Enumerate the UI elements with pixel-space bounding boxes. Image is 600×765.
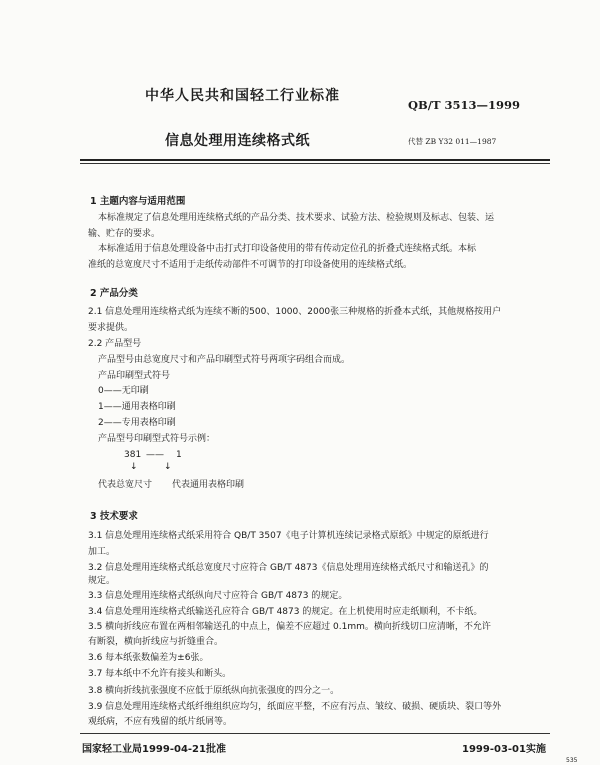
clause-2-1-line-2: 要求提供。 bbox=[88, 323, 134, 333]
header-rule-thick bbox=[80, 159, 550, 161]
clause-3-1-line-1: 3.1 信息处理用连续格式纸采用符合 QB/T 3507《电子计算机连续记录格式原纸》中规定的原纸进行 bbox=[88, 531, 489, 541]
clause-3-2-line-2: 规定。 bbox=[88, 576, 116, 586]
clause-3-1-line-2: 加工。 bbox=[88, 547, 116, 557]
clause-2-1-line-1: 2.1 信息处理用连续格式纸为连续不断的500、1000、2000张三种规格的折叠本式纸，其他规格按用户 bbox=[88, 307, 502, 317]
standard-category-title: 中华人民共和国轻工行业标准 bbox=[145, 88, 340, 104]
clause-3-2-line-1: 3.2 信息处理用连续格式纸总宽度尺寸应符合 GB/T 4873《信息处理用连续格式纸尺寸和输送孔》的 bbox=[88, 563, 489, 573]
clause-3-5-line-1: 3.5 横向折线应布置在两相邻输送孔的中点上，偏差不应超过 0.1mm。横向折线切口应清晰，不允许 bbox=[88, 622, 491, 632]
print-type-0: 0——无印刷 bbox=[98, 386, 149, 396]
print-type-2: 2——专用表格印刷 bbox=[98, 418, 176, 428]
model-description: 产品型号由总宽度尺寸和产品印刷型式符号两项字码组合而成。 bbox=[98, 355, 351, 365]
clause-3-9-line-1: 3.9 信息处理用连续格式纸纤维组织应均匀，纸面应平整，不应有污点、皱纹、破损、硬质块、裂口等外 bbox=[88, 702, 502, 712]
clause-3-6: 3.6 每本纸张数偏差为±6张。 bbox=[88, 653, 209, 663]
clause-3-7: 3.7 每本纸中不允许有接头和断头。 bbox=[88, 669, 232, 679]
section-1-para-2-line-1: 本标准适用于信息处理设备中击打式打印设备使用的带有传动定位孔的折叠式连续格式纸。本标 bbox=[98, 244, 477, 254]
page-number: 535 bbox=[566, 757, 578, 764]
section-1-para-1-line-1: 本标准规定了信息处理用连续格式纸的产品分类、技术要求、试验方法、检验规则及标志、包装、运 bbox=[98, 213, 495, 223]
standard-code: QB/T 3513—1999 bbox=[408, 98, 521, 112]
section-1-para-1-line-2: 输、贮存的要求。 bbox=[88, 229, 161, 239]
print-type-heading: 产品印刷型式符号 bbox=[98, 371, 171, 381]
down-arrow-icon: ↓ bbox=[130, 462, 138, 472]
effective-date: 1999-03-01实施 bbox=[462, 744, 546, 755]
clause-3-4: 3.4 信息处理用连续格式纸输送孔应符合 GB/T 4873 的规定。在上机使用时应走纸顺利，不卡纸。 bbox=[88, 607, 483, 617]
footer-rule bbox=[80, 733, 550, 734]
model-example-heading: 产品型号印刷型式符号示例： bbox=[98, 434, 216, 444]
clause-3-9-line-2: 观纸病，不应有残留的纸片纸屑等。 bbox=[88, 717, 233, 727]
clause-2-2-heading: 2.2 产品型号 bbox=[88, 339, 142, 349]
example-label-print: 代表通用表格印刷 bbox=[172, 480, 245, 490]
approval-note: 国家轻工业局1999-04-21批准 bbox=[82, 744, 226, 755]
down-arrow-icon: ↓ bbox=[164, 462, 172, 472]
replaces-note: 代替 ZB Y32 011—1987 bbox=[408, 137, 497, 146]
section-3-title: 3 技术要求 bbox=[90, 511, 138, 522]
section-1-para-2-line-2: 准纸的总宽度尺寸不适用于走纸传动部件不可调节的打印设备使用的连续格式纸。 bbox=[88, 260, 413, 270]
print-type-1: 1——通用表格印刷 bbox=[98, 402, 176, 412]
clause-3-8: 3.8 横向折线抗张强度不应低于原纸纵向抗张强度的四分之一。 bbox=[88, 686, 340, 696]
example-model-code: 381 bbox=[124, 450, 142, 460]
example-model-separator: —— bbox=[146, 450, 164, 460]
clause-3-3: 3.3 信息处理用连续格式纸纵向尺寸应符合 GB/T 4873 的规定。 bbox=[88, 591, 348, 601]
section-2-title: 2 产品分类 bbox=[90, 288, 138, 299]
example-print-digit: 1 bbox=[176, 450, 182, 460]
document-title: 信息处理用连续格式纸 bbox=[165, 133, 310, 149]
clause-3-5-line-2: 有断裂，横向折线应与折缝重合。 bbox=[88, 637, 224, 647]
example-label-width: 代表总宽尺寸 bbox=[98, 480, 153, 490]
header-rule-thin bbox=[80, 163, 550, 164]
section-1-title: 1 主题内容与适用范围 bbox=[90, 196, 186, 207]
